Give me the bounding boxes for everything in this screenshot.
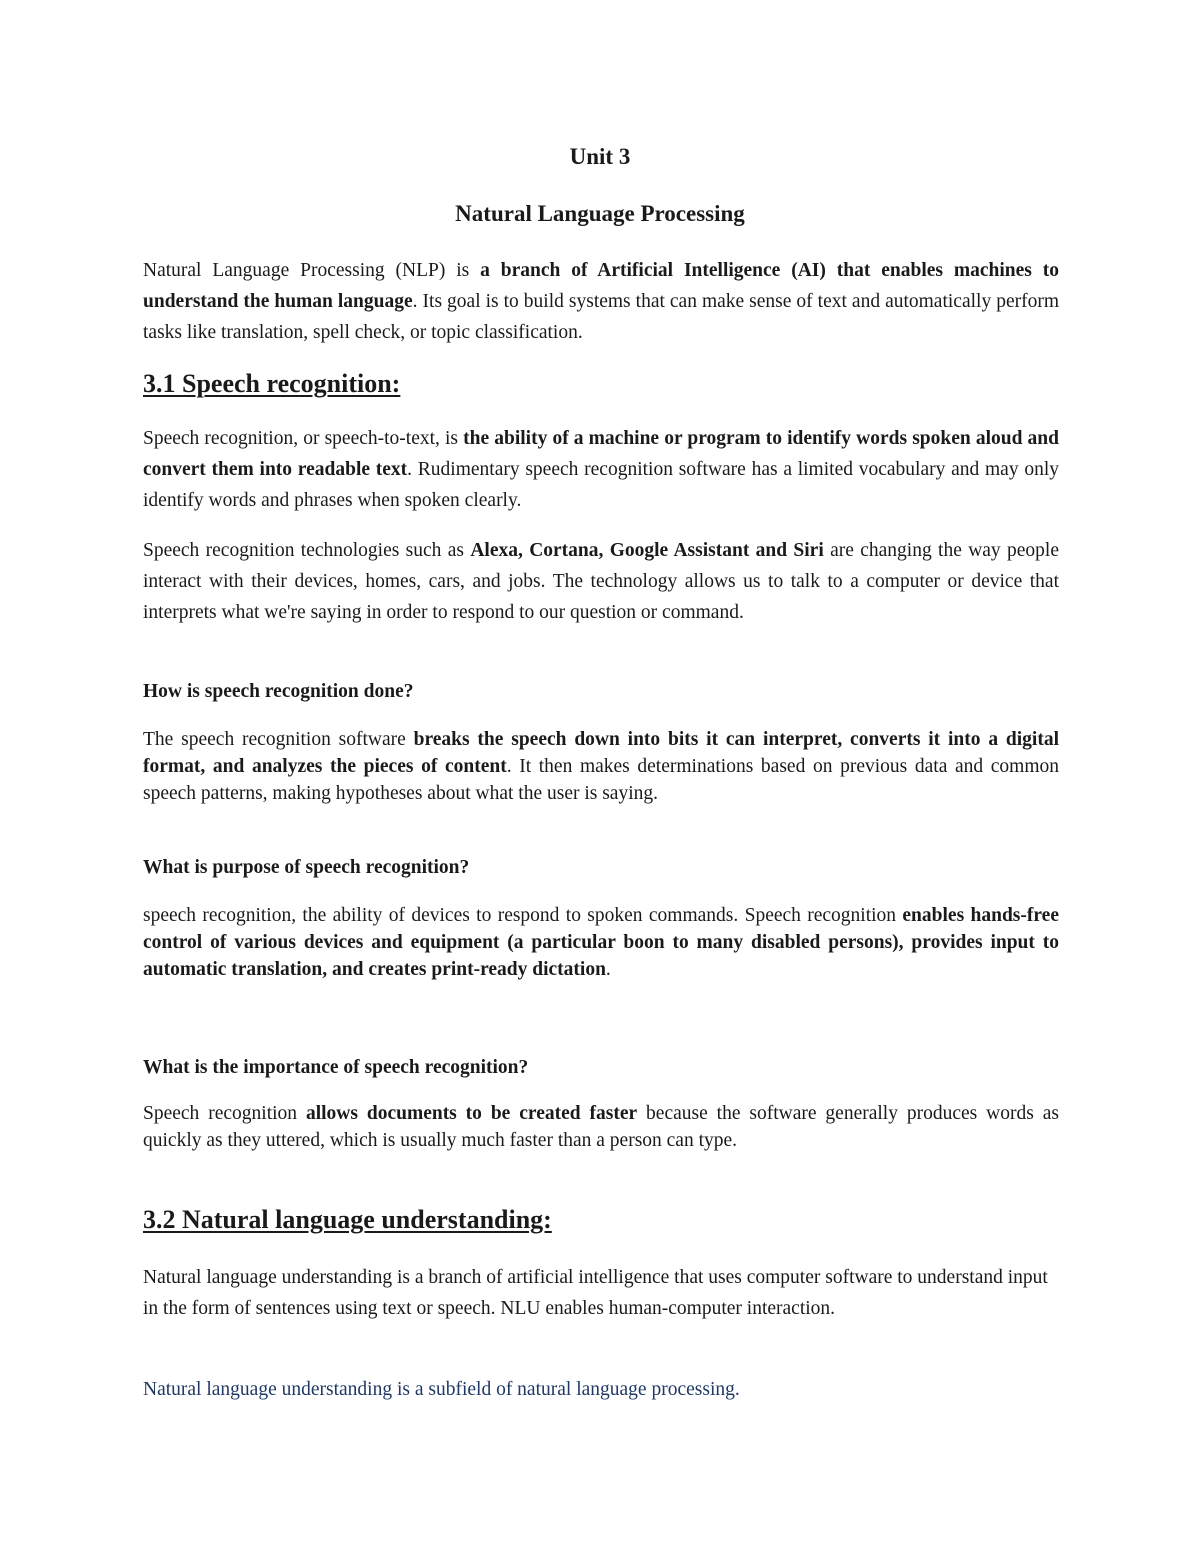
answer-importance — [143, 1100, 1059, 1154]
page-title: Natural Language Processing — [455, 201, 745, 226]
importance-text: Speech recognition — [143, 1103, 306, 1124]
technologies-text-end: are changing the way people interact with their devices, homes, cars, and jobs. The technology allows us to talk to a computer or device that interprets what we're saying in order to respond to our question or command. — [143, 540, 1059, 623]
answer-purpose — [143, 902, 1059, 983]
definition-text-end: . Rudimentary speech recognition software has a limited vocabulary and may only identify words and phrases when spoken clearly. — [143, 459, 1059, 511]
speech-recognition-definition — [143, 423, 1059, 516]
intro-paragraph — [143, 255, 1059, 348]
nlu-subfield-note: Natural language understanding is a subfield of natural language processing. — [143, 1379, 740, 1400]
purpose-text: speech recognition, the ability of devices to respond to spoken commands. Speech recognition — [143, 905, 903, 926]
definition-text: Speech recognition, or speech-to-text, is — [143, 428, 464, 449]
importance-text-end: because the software generally produces words as quickly as they uttered, which is usually much faster than a person can type. — [143, 1103, 1059, 1151]
question-how-done: How is speech recognition done? — [143, 681, 414, 702]
question-importance: What is the importance of speech recognition? — [143, 1057, 529, 1078]
intro-text-end: . Its goal is to build systems that can make sense of text and automatically perform tasks like translation, spell check, or topic classification. — [143, 291, 1059, 343]
importance-bold: allows documents to be created faster — [305, 1103, 638, 1124]
intro-bold: a branch of Artificial Intelligence (AI) that enables machines to understand the human language — [143, 260, 1059, 312]
purpose-text-end: . — [605, 959, 611, 980]
answer-how-done — [143, 726, 1059, 807]
section-heading-speech-recognition: 3.1 Speech recognition: — [143, 369, 401, 398]
how-done-text: The speech recognition software — [143, 729, 414, 750]
question-purpose: What is purpose of speech recognition? — [143, 857, 470, 878]
technologies-text: Speech recognition technologies such as — [143, 540, 471, 561]
technologies-bold: Alexa, Cortana, Google Assistant and Siri — [470, 540, 824, 561]
purpose-bold: enables hands-free control of various devices and equipment (a particular boon to many disabled persons), provides input to automatic translation, and creates print-ready dictation — [143, 905, 1059, 980]
how-done-bold: breaks the speech down into bits it can interpret, converts it into a digital format, and analyzes the pieces of content — [143, 729, 1059, 777]
section-heading-nlu: 3.2 Natural language understanding: — [143, 1205, 552, 1234]
unit-title: Unit 3 — [569, 144, 631, 169]
nlu-definition: Natural language understanding is a branch of artificial intelligence that uses computer software to understand input in the form of sentences using text or speech. NLU enables human-computer interaction. — [143, 1267, 1048, 1319]
intro-text: Natural Language Processing (NLP) is — [143, 260, 481, 281]
definition-bold: the ability of a machine or program to identify words spoken aloud and convert them into readable text — [143, 428, 1059, 480]
speech-technologies-paragraph — [143, 535, 1059, 628]
how-done-text-end: . It then makes determinations based on previous data and common speech patterns, making hypotheses about what the user is saying. — [143, 756, 1060, 804]
